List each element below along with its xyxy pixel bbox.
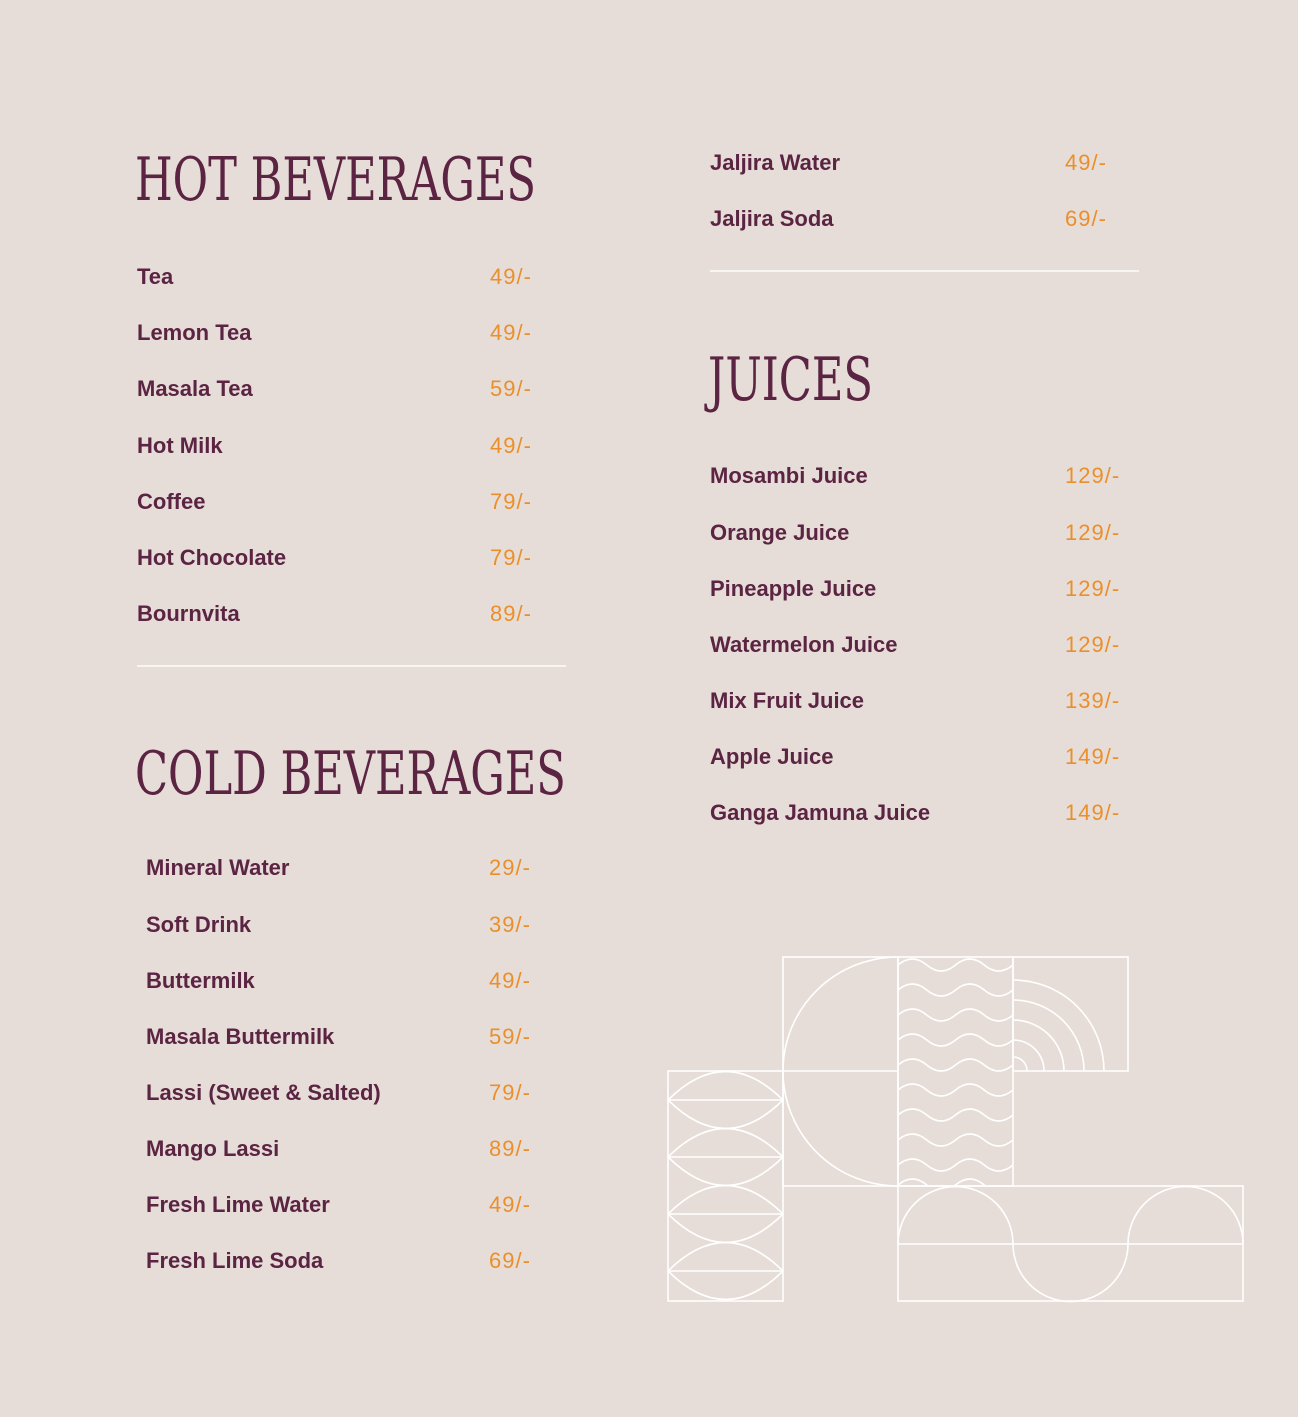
- section-divider: [137, 665, 566, 667]
- item-name: Tea: [137, 264, 174, 289]
- item-name: Fresh Lime Water: [146, 1192, 330, 1217]
- item-name: Mango Lassi: [146, 1136, 280, 1161]
- juices-title: JUICES: [708, 345, 873, 415]
- item-price: 49/-: [1065, 150, 1107, 175]
- item-name: Coffee: [137, 489, 206, 514]
- item-price: 49/-: [489, 968, 531, 993]
- geometric-pattern-icon: [660, 950, 1250, 1310]
- item-name: Lemon Tea: [137, 320, 252, 345]
- item-name: Watermelon Juice: [710, 632, 898, 657]
- item-price: 89/-: [490, 601, 532, 626]
- item-name: Jaljira Soda: [710, 206, 834, 231]
- item-price: 79/-: [489, 1080, 531, 1105]
- item-price: 49/-: [489, 1192, 531, 1217]
- item-price: 129/-: [1065, 520, 1121, 545]
- item-name: Buttermilk: [146, 968, 255, 993]
- item-price: 129/-: [1065, 463, 1121, 488]
- item-name: Apple Juice: [710, 744, 834, 769]
- item-name: Jaljira Water: [710, 150, 841, 175]
- item-name: Masala Tea: [137, 376, 253, 401]
- item-name: Fresh Lime Soda: [146, 1248, 324, 1273]
- hot-beverages-title: HOT BEVERAGES: [135, 145, 537, 215]
- item-price: 59/-: [490, 376, 532, 401]
- item-name: Bournvita: [137, 601, 240, 626]
- item-price: 129/-: [1065, 632, 1121, 657]
- item-price: 79/-: [490, 489, 532, 514]
- item-name: Mosambi Juice: [710, 463, 868, 488]
- item-name: Orange Juice: [710, 520, 850, 545]
- item-price: 79/-: [490, 545, 532, 570]
- item-price: 149/-: [1065, 744, 1121, 769]
- item-name: Pineapple Juice: [710, 576, 877, 601]
- item-price: 59/-: [489, 1024, 531, 1049]
- cold-beverages-title: COLD BEVERAGES: [135, 739, 566, 809]
- item-name: Hot Chocolate: [137, 545, 287, 570]
- item-name: Lassi (Sweet & Salted): [146, 1080, 381, 1105]
- item-price: 49/-: [490, 433, 532, 458]
- item-price: 149/-: [1065, 800, 1121, 825]
- item-name: Ganga Jamuna Juice: [710, 800, 931, 825]
- item-name: Mix Fruit Juice: [710, 688, 865, 713]
- item-name: Mineral Water: [146, 855, 290, 880]
- item-price: 69/-: [489, 1248, 531, 1273]
- item-name: Hot Milk: [137, 433, 223, 458]
- item-price: 49/-: [490, 320, 532, 345]
- item-name: Soft Drink: [146, 912, 252, 937]
- section-divider: [710, 270, 1139, 272]
- item-price: 129/-: [1065, 576, 1121, 601]
- item-price: 29/-: [489, 855, 531, 880]
- item-price: 39/-: [489, 912, 531, 937]
- item-price: 69/-: [1065, 206, 1107, 231]
- item-price: 89/-: [489, 1136, 531, 1161]
- item-price: 49/-: [490, 264, 532, 289]
- item-name: Masala Buttermilk: [146, 1024, 335, 1049]
- item-price: 139/-: [1065, 688, 1121, 713]
